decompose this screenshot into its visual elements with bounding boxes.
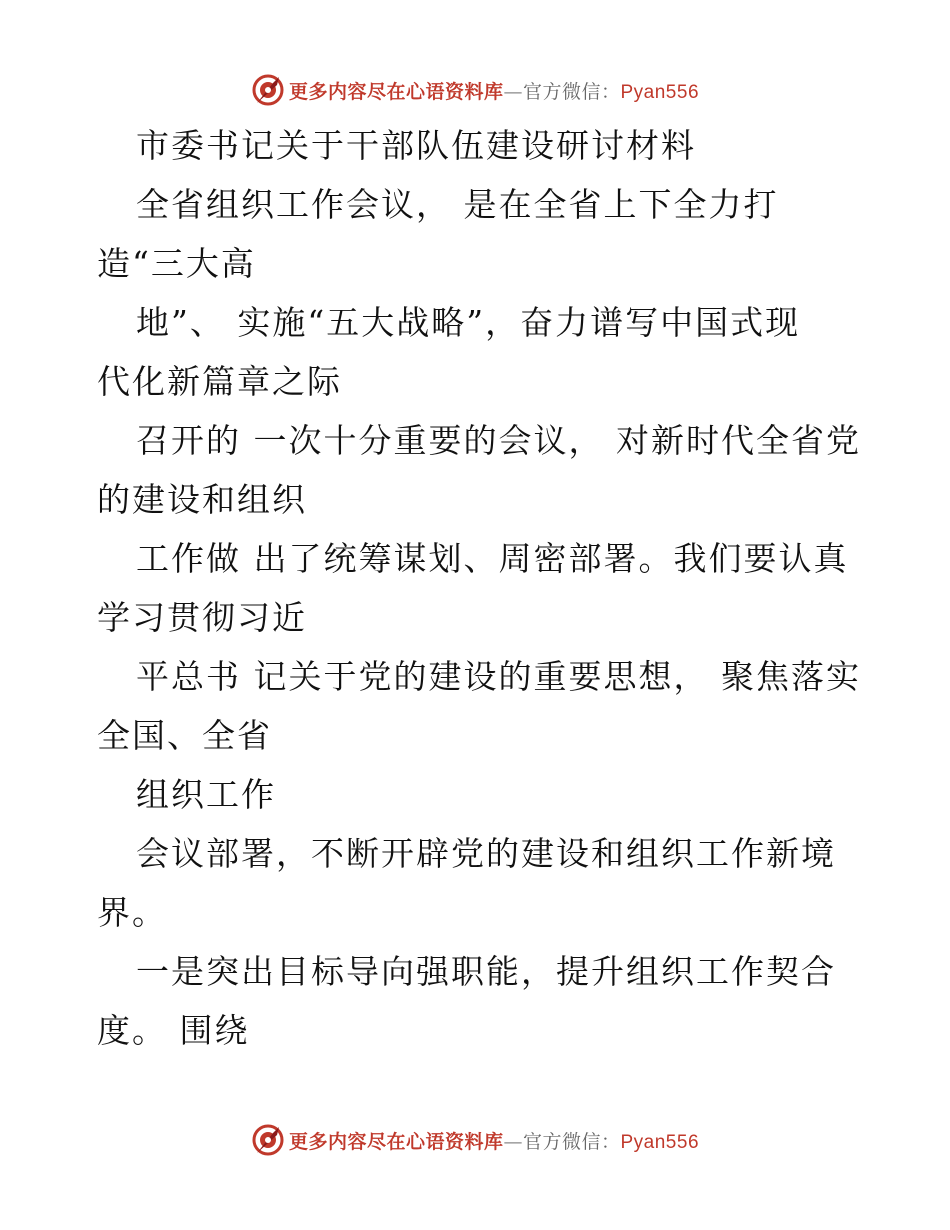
text-line: 地”、 实施“五大战略”，奋力谱写中国式现 (136, 303, 801, 342)
text-line: 全国、全省 (97, 716, 272, 755)
text-line: 学习贯彻习近 (97, 598, 307, 637)
banner-wechat-label: 官方微信： (522, 1130, 621, 1153)
quill-logo-icon (251, 73, 285, 107)
banner-wechat-label: 官方微信： (522, 80, 621, 103)
text-line: 造“三大高 (97, 244, 256, 283)
footer-banner (0, 1120, 950, 1160)
text-line: 召开的 一次十分重要的会议， 对新时代全省党 (136, 421, 861, 460)
text-line: 的建设和组织 (97, 480, 307, 519)
banner-wechat-id: Pyan556 (620, 81, 700, 103)
banner-wechat-id: Pyan556 (620, 1131, 700, 1153)
text-line: 平总书 记关于党的建设的重要思想， 聚焦落实 (136, 657, 861, 696)
text-line: 会议部署，不断开辟党的建设和组织工作新境 (136, 834, 836, 873)
text-line: 一是突出目标导向强职能，提升组织工作契合 (136, 952, 836, 991)
text-line: 代化新篇章之际 (97, 362, 342, 401)
banner-dash: — (503, 80, 523, 103)
text-line: 度。 围绕 (97, 1011, 250, 1050)
header-banner (0, 70, 950, 110)
banner-dash: — (503, 1130, 523, 1153)
text-line: 全省组织工作会议， 是在全省上下全力打 (136, 185, 779, 224)
quill-logo-icon (251, 1123, 285, 1157)
text-line: 工作做 出了统筹谋划、周密部署。我们要认真 (136, 539, 849, 578)
text-line: 组织工作 (136, 775, 276, 814)
banner-main-text: 更多内容尽在心语资料库 (288, 1130, 504, 1153)
document-title: 市委书记关于干部队伍建设研讨材料 (136, 126, 696, 165)
banner-main-text: 更多内容尽在心语资料库 (288, 80, 504, 103)
text-line: 界。 (97, 893, 167, 932)
